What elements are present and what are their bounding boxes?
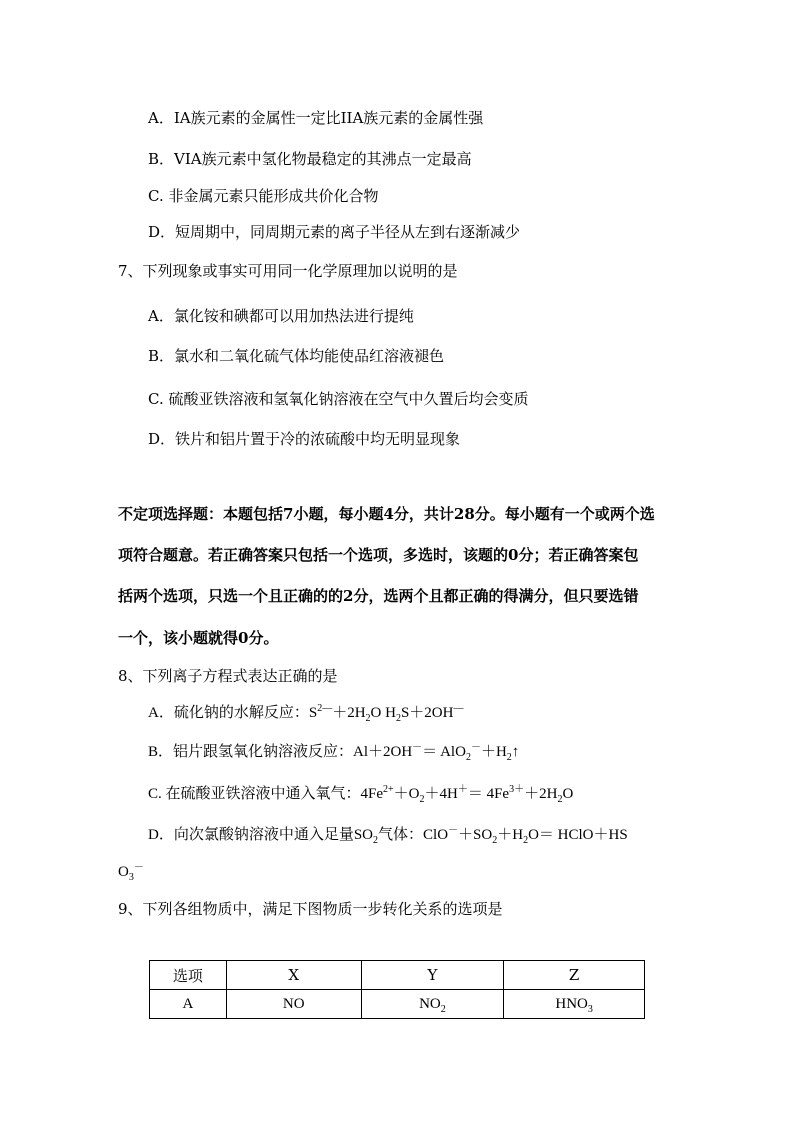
q9-options-table bbox=[149, 960, 645, 1019]
cell-x: NO bbox=[226, 990, 361, 1019]
q7-option-d: D．铁片和铝片置于冷的浓硫酸中均无明显现象 bbox=[148, 430, 461, 448]
header-y: Y bbox=[361, 961, 504, 990]
q7-option-a: A．氯化铵和碘都可以用加热法进行提纯 bbox=[148, 307, 414, 325]
q9-stem: 9、下列各组物质中，满足下图物质一步转化关系的选项是 bbox=[118, 900, 503, 918]
q8-option-d-wrap: $O_3^-$ bbox=[118, 862, 144, 883]
cell-y: $NO_2$ bbox=[361, 990, 504, 1019]
q8-stem: 8、下列离子方程式表达正确的是 bbox=[118, 667, 338, 685]
q8-option-b: B．铝片跟氢氧化钠溶液反应：$Al+2OH^-= AlO_2^-+H_2↑$ bbox=[148, 742, 520, 763]
table-row bbox=[150, 990, 645, 1019]
header-option: 选项 bbox=[150, 961, 227, 990]
header-x: X bbox=[226, 961, 361, 990]
q8-option-d: D．向次氯酸钠溶液中通入足量$SO_2$气体：$ClO^-+SO_2+H_2O=$ HClO＋HS bbox=[148, 825, 628, 846]
q6-option-b: B．VIA族元素中氢化物最稳定的其沸点一定最高 bbox=[148, 150, 472, 168]
section-instructions-line-2: 项符合题意。若正确答案只包括一个选项，多选时，该题的0分；若正确答案包 bbox=[118, 546, 639, 564]
q7-option-c: C. 硫酸亚铁溶液和氢氧化钠溶液在空气中久置后均会变质 bbox=[148, 390, 529, 408]
section-instructions-line-4: 一个，该小题就得0分。 bbox=[118, 629, 279, 647]
q7-option-b: B．氯水和二氧化硫气体均能使品红溶液褪色 bbox=[148, 347, 445, 365]
q8-option-a: A．硫化钠的水解反应：$S^{2—}+2H_2O$ $H_2S+2OH^—$ bbox=[148, 703, 464, 724]
q8-option-c: C. 在硫酸亚铁溶液中通入氧气：$4Fe^{2+}+O_2+4H^+= 4Fe^{3+}+2H_2O$ bbox=[148, 784, 574, 805]
q6-option-d: D．短周期中，同周期元素的离子半径从左到右逐渐减少 bbox=[148, 223, 521, 241]
header-z: Z bbox=[504, 961, 645, 990]
section-instructions-line-3: 括两个选项，只选一个且正确的的2分，选两个且都正确的得满分，但只要选错 bbox=[118, 587, 639, 605]
q7-stem: 7、下列现象或事实可用同一化学原理加以说明的是 bbox=[118, 262, 458, 280]
cell-option: A bbox=[150, 990, 227, 1019]
q6-option-c: C. 非金属元素只能形成共价化合物 bbox=[148, 187, 379, 205]
cell-z: $HNO_3$ bbox=[504, 990, 645, 1019]
q6-option-a: A．IA族元素的金属性一定比IIA族元素的金属性强 bbox=[148, 109, 484, 127]
table-header-row bbox=[150, 961, 645, 990]
section-instructions-line-1: 不定项选择题：本题包括7小题，每小题4分，共计28分。每小题有一个或两个选 bbox=[118, 505, 655, 523]
